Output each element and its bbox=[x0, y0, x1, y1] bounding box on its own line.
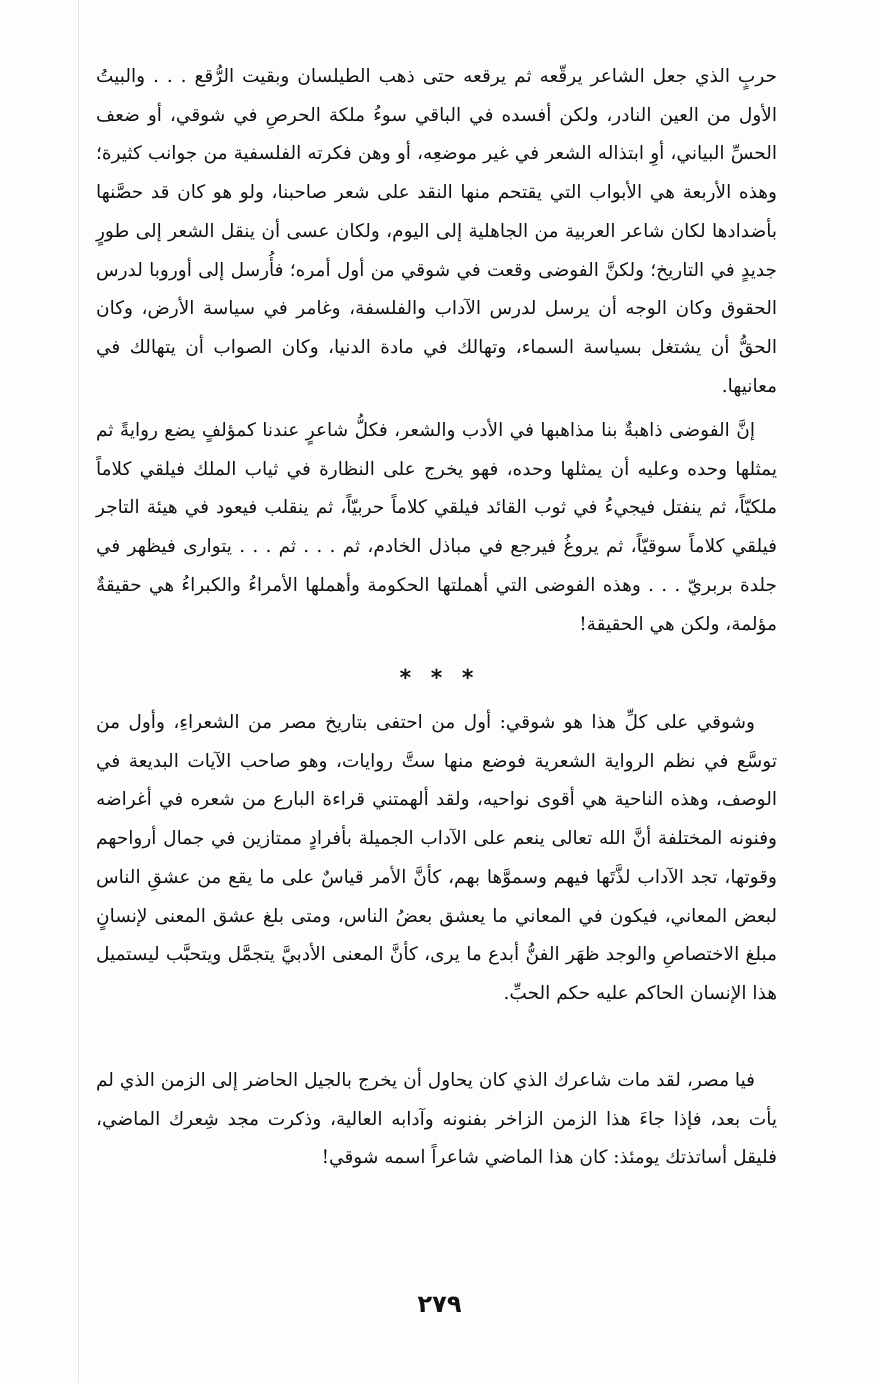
paragraph-3 bbox=[96, 704, 777, 1014]
page-number: ٢٧٩ bbox=[417, 1290, 462, 1318]
page-edge-line bbox=[78, 0, 79, 1383]
section-separator: * * * bbox=[399, 666, 480, 691]
paragraph-4 bbox=[96, 1062, 777, 1178]
paragraph-text: فيا مصر، لقد مات شاعرك الذي كان يحاول أن يخرج بالجيل الحاضر إلى الزمن الذي لم يأت بعد، فإذا جاءَ هذا الزمن الزاخر بفنونه وآدابه العالية، وذكرت مجد شِعرك الماضي، فليقل أساتذتك يومئذ: كان هذا الماضي شاعراً اسمه شوقي! bbox=[96, 1070, 777, 1169]
paragraph-2 bbox=[96, 412, 777, 644]
paragraph-1 bbox=[96, 58, 777, 406]
paragraph-text: إنَّ الفوضى ذاهبةٌ بنا مذاهبها في الأدب والشعر، فكلُّ شاعرٍ عندنا كمؤلفٍ يضع روايةً ثم يمثلها وحده وعليه أن يمثلها وحده، فهو يخرج على النظارة في ثياب الملك فيلقي كلاماً ملكيّاً، ثم ينفتل فيجيءُ في ثوب القائد فيلقي كلاماً حربيّاً، ثم ينقلب فيعود في هيئة التاجر فيلقي كلاماً سوقيّاً، ثم يروغُ فيرجع في مباذل الخادم، ثم . . . ثم . . . يتوارى فيظهر في جلدة بربريّ . . . وهذه الفوضى التي أهملتها الحكومة وأهملها الأمراءُ والكبراءُ هي حقيقةٌ مؤلمة، ولكن هي الحقيقة! bbox=[96, 420, 777, 635]
paragraph-text: وشوقي على كلِّ هذا هو شوقي: أول من احتفى بتاريخ مصر من الشعراءِ، وأول من توسَّع في نظم الرواية الشعرية فوضع منها ستَّ روايات، وهو صاحب الآيات البديعة في الوصف، وهذه الناحية هي أقوى نواحيه، ولقد ألهمتني قراءة البارع من شعره في أغراضه وفنونه المختلفة أنَّ الله تعالى ينعم على الآداب الجميلة بأفرادٍ ممتازين في جمال أرواحهم وقوتها، تجد الآداب لذَّتَها فيهم وسموَّها بهم، كأنَّ الأمر قياسٌ على ما يقع من عشقِ الناس لبعض المعاني، فيكون في المعاني ما يعشق بعضُ الناس، ومتى بلغ عشق المعنى لإنسانٍ مبلغ الاختصاصِ والوجد ظهَر الفنُّ أبدع ما يرى، كأنَّ المعنى الأدبيَّ يتجمَّل ويتحبَّب ليستميل هذا الإنسان الحاكم عليه حكم الحبِّ. bbox=[96, 712, 777, 1004]
paragraph-text: حربٍ الذي جعل الشاعر يرقّعه ثم يرقعه حتى ذهب الطيلسان وبقيت الرُّقع . . . والبيتُ الأول من العين النادر، ولكن أفسده في الباقي سوءُ ملكة الحرصِ في شوقي، أو ضعف الحسِّ البياني، أوِ ابتذاله الشعر في غير موضعِه، أو وهن فكرته الفلسفية من جوانب كثيرة؛ وهذه الأربعة هي الأبواب التي يقتحم منها النقد على شعر صاحبنا، ولو هو كان قد حصَّنها بأضدادها لكان شاعر العربية من الجاهلية إلى اليوم، ولكان عسى أن ينقل الشعر إلى طورٍ جديدٍ في التاريخ؛ ولكنَّ الفوضى وقعت في شوقي من أول أمره؛ فأُرسل إلى أوروبا لدرس الحقوق وكان الوجه أن يرسل لدرس الآداب والفلسفة، وغامر في سياسة الأرض، وكان الحقُّ أن يشتغل بسياسة السماء، وتهالك في مادة الدنيا، وكان الصواب أن يتهالك في معانيها. bbox=[96, 66, 777, 397]
